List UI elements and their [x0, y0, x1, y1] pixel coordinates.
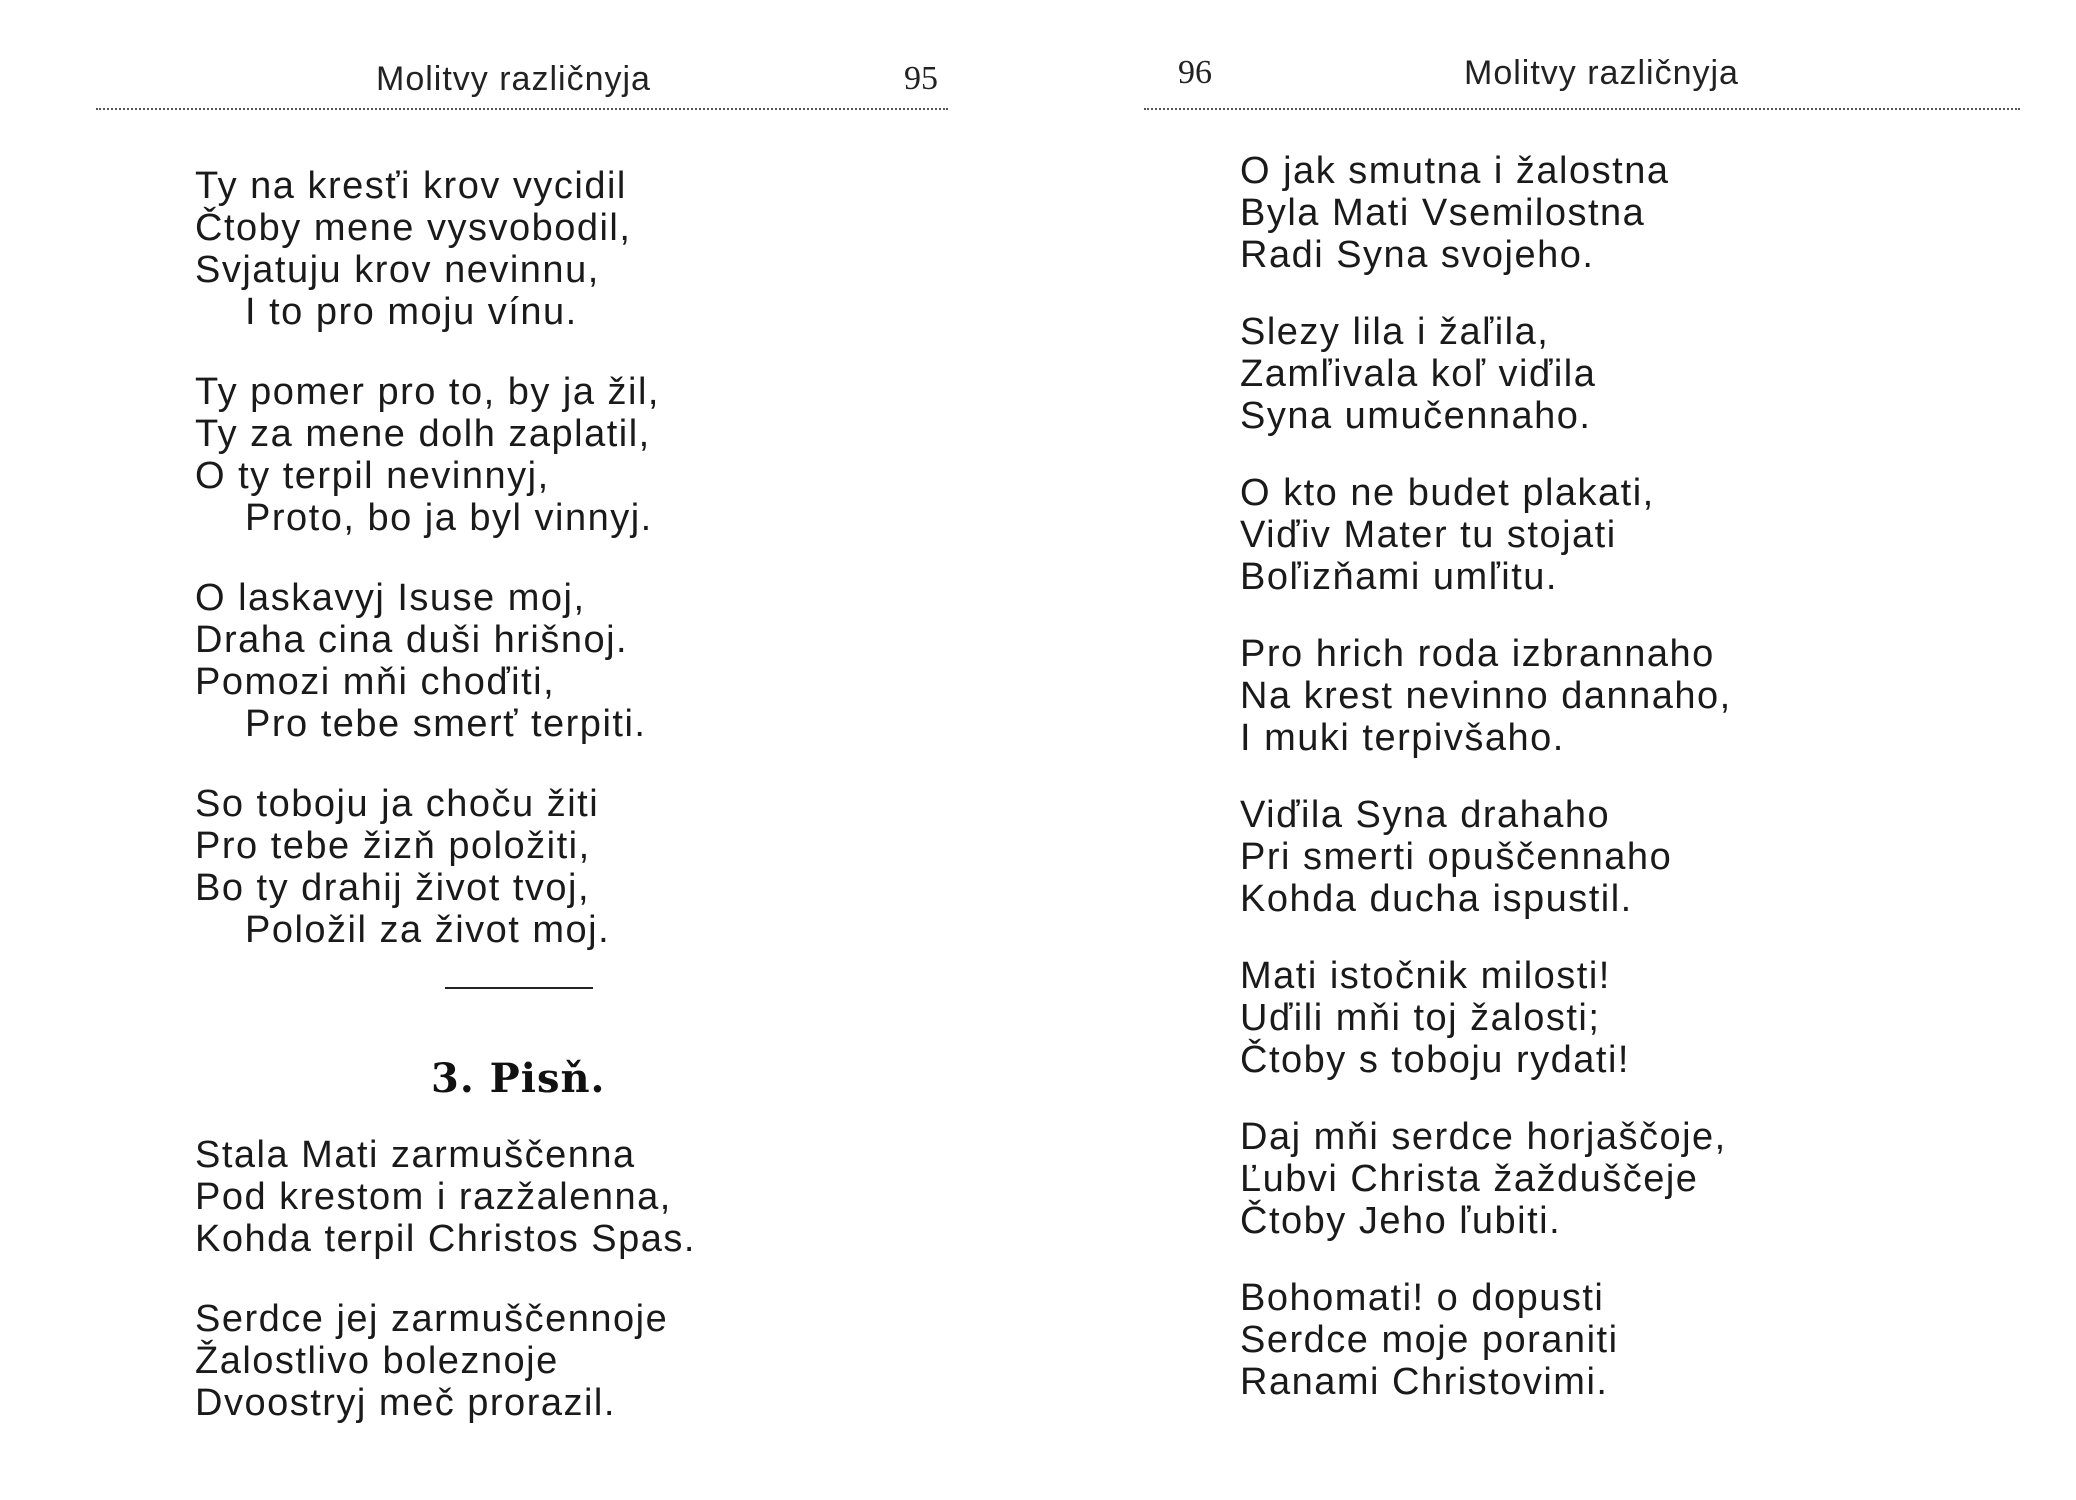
stanza — [1240, 794, 2020, 920]
verse-line: Dvoostryj meč prorazil. — [195, 1382, 616, 1424]
stanza — [195, 577, 975, 745]
verse-line: Čtoby mene vysvobodil, — [195, 207, 632, 249]
stanza — [195, 1134, 975, 1260]
verse-line: O kto ne budet plakati, — [1240, 472, 1655, 514]
section-divider — [445, 987, 593, 989]
verse-line: Čtoby Jeho ľubiti. — [1240, 1200, 1562, 1242]
right-page — [1038, 0, 2076, 1500]
verse-line: Daj mňi serdce horjaščoje, — [1240, 1116, 1727, 1158]
running-head — [1144, 52, 2020, 110]
page-number: 95 — [904, 60, 938, 97]
verse-line: Ranami Christovimi. — [1240, 1361, 1609, 1403]
verse-line: Mati istočnik milosti! — [1240, 955, 1611, 997]
verse-line: Viďiv Mater tu stojati — [1240, 514, 1617, 556]
verse-line: Pri smerti opuščennaho — [1240, 836, 1673, 878]
verse-line: Ty za mene dolh zaplatil, — [195, 413, 651, 455]
running-head — [96, 52, 948, 110]
verse-line: O ty terpil nevinnyj, — [195, 455, 550, 497]
verse-line: Slezy lila i žaľila, — [1240, 311, 1550, 353]
verse-line: Proto, bo ja byl vinnyj. — [245, 497, 653, 539]
verse-line: O laskavyj Isuse moj, — [195, 577, 586, 619]
verse-line: Pro hrich roda izbrannaho — [1240, 633, 1715, 675]
verse-line: Položil za život moj. — [245, 909, 611, 951]
running-head-title: Molitvy različnyja — [376, 60, 651, 98]
poem-text — [195, 165, 975, 1462]
verse-line: Viďila Syna drahaho — [1240, 794, 1611, 836]
verse-line: Uďili mňi toj žalosti; — [1240, 997, 1601, 1039]
verse-line: I muki terpivšaho. — [1240, 717, 1565, 759]
verse-line: Radi Syna svojeho. — [1240, 234, 1595, 276]
verse-line: Pro tebe žizň položiti, — [195, 825, 591, 867]
verse-line: Pro tebe smerť terpiti. — [245, 703, 647, 745]
verse-line: Ty pomer pro to, by ja žil, — [195, 371, 660, 413]
verse-line: Draha cina duši hrišnoj. — [195, 619, 629, 661]
verse-line: Pomozi mňi choďiti, — [195, 661, 556, 703]
verse-line: Na krest nevinno dannaho, — [1240, 675, 1732, 717]
section-heading: 3. Pisň. — [431, 1055, 606, 1102]
verse-line: Žalostlivo boleznoje — [195, 1340, 559, 1382]
verse-line: Serdce moje poraniti — [1240, 1319, 1619, 1361]
verse-line: Ľubvi Christa žažduščeje — [1240, 1158, 1699, 1200]
verse-line: Boľizňami umľitu. — [1240, 556, 1558, 598]
verse-line: Serdce jej zarmuščennoje — [195, 1298, 669, 1340]
verse-line: So toboju ja choču žiti — [195, 783, 600, 825]
verse-line: I to pro moju vínu. — [245, 291, 578, 333]
verse-line: Zamľivala koľ viďila — [1240, 353, 1597, 395]
verse-line: Syna umučennaho. — [1240, 395, 1592, 437]
verse-line: Svjatuju krov nevinnu, — [195, 249, 600, 291]
stanza — [1240, 150, 2020, 276]
stanza — [1240, 472, 2020, 598]
verse-line: Kohda ducha ispustil. — [1240, 878, 1633, 920]
stanza — [195, 165, 975, 333]
running-head-title: Molitvy različnyja — [1464, 54, 1739, 92]
verse-line: Ty na kresťi krov vycidil — [195, 165, 627, 207]
stanza — [195, 1298, 975, 1424]
poem-text — [1240, 150, 2020, 1438]
page-number: 96 — [1178, 54, 1212, 91]
verse-line: Stala Mati zarmuščenna — [195, 1134, 636, 1176]
stanza — [1240, 633, 2020, 759]
verse-line: Kohda terpil Christos Spas. — [195, 1218, 696, 1260]
stanza — [1240, 1277, 2020, 1403]
verse-line: Pod krestom i razžalenna, — [195, 1176, 672, 1218]
stanza — [1240, 1116, 2020, 1242]
stanza — [195, 371, 975, 539]
stanza — [195, 783, 975, 951]
verse-line: Bo ty drahij život tvoj, — [195, 867, 591, 909]
verse-line: O jak smutna i žalostna — [1240, 150, 1670, 192]
verse-line: Byla Mati Vsemilostna — [1240, 192, 1646, 234]
stanza — [1240, 955, 2020, 1081]
verse-line: Bohomati! o dopusti — [1240, 1277, 1605, 1319]
verse-line: Čtoby s toboju rydati! — [1240, 1039, 1630, 1081]
stanza — [1240, 311, 2020, 437]
